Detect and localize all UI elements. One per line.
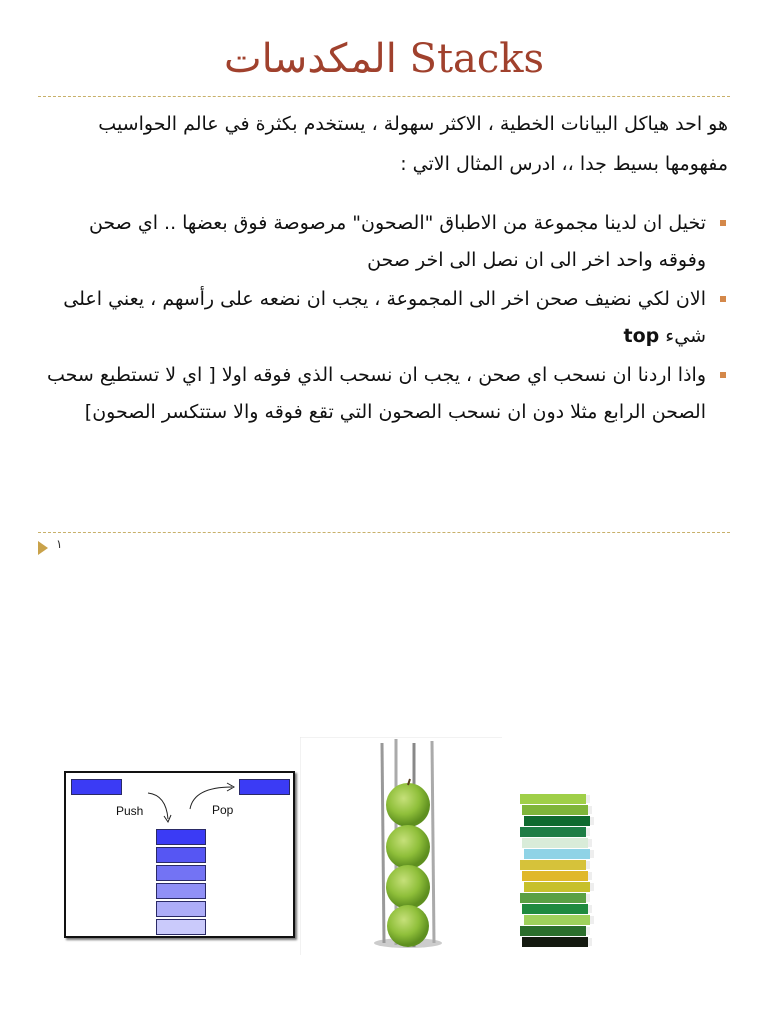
push-label: Push [116, 804, 144, 818]
book [522, 805, 588, 815]
book-pages [590, 850, 594, 858]
top-keyword: top [623, 325, 660, 347]
book-pages [588, 872, 592, 880]
book-pages [586, 894, 590, 902]
pop-arrow-icon [186, 781, 244, 811]
book-pages [588, 839, 592, 847]
apples-stack-image [300, 737, 502, 955]
pop-element [239, 779, 290, 795]
intro-line-2: مفهومها بسيط جدا ،، ادرس المثال الاتي : [400, 153, 728, 175]
bullet-item [40, 205, 706, 279]
triangle-right-icon[interactable] [38, 541, 48, 555]
book-pages [588, 905, 592, 913]
push-element [71, 779, 122, 795]
bullet-text: تخيل ان لدينا مجموعة من الاطباق "الصحون" مرصوصة فوق بعضها .. اي صحن وفوقه واحد اخر الى ان نصل الى اخر صحن [88, 212, 706, 271]
bullet-list [40, 205, 728, 431]
bullet-item [40, 281, 706, 355]
book-pages [590, 883, 594, 891]
book-pages [590, 916, 594, 924]
book [520, 860, 586, 870]
book-pages [586, 927, 590, 935]
book [520, 827, 586, 837]
stack-block [156, 847, 206, 863]
stack-block [156, 865, 206, 881]
slide-content [40, 106, 728, 433]
stack-block [156, 919, 206, 935]
slide-title: المكدسات Stacks [223, 36, 545, 82]
stack-block [156, 901, 206, 917]
stack-diagram [64, 771, 295, 938]
book-pages [588, 806, 592, 814]
intro-line-1: هو احد هياكل البيانات الخطية ، الاكثر سهولة ، يستخدم بكثرة في عالم الحواسيب [98, 113, 728, 135]
book-pages [588, 938, 592, 946]
book [522, 937, 588, 947]
push-arrow-icon [146, 789, 176, 825]
book [520, 926, 586, 936]
book [524, 816, 590, 826]
books-stack-image [500, 790, 615, 960]
stack-block [156, 883, 206, 899]
pop-label: Pop [212, 803, 234, 817]
book [524, 882, 590, 892]
stack-block [156, 829, 206, 845]
book [524, 849, 590, 859]
bullet-text: الان لكي نضيف صحن اخر الى المجموعة ، يجب ان نضعه على رأسهم ، يعني اعلى شيء [63, 288, 706, 347]
book [524, 915, 590, 925]
content-divider [38, 532, 730, 533]
book [520, 893, 586, 903]
bullet-icon [720, 372, 726, 378]
bullet-item [40, 357, 706, 431]
book-pages [586, 828, 590, 836]
book [520, 794, 586, 804]
book [522, 871, 588, 881]
page-number: ١ [56, 537, 63, 551]
bullet-icon [720, 296, 726, 302]
title-divider [38, 96, 730, 97]
book [522, 904, 588, 914]
book [522, 838, 588, 848]
book-pages [586, 861, 590, 869]
book-pages [586, 795, 590, 803]
bullet-text: واذا اردنا ان نسحب اي صحن ، يجب ان نسحب الذي فوقه اولا [ اي لا تستطيع سحب الصحن الرابع مثلا دون ان نسحب الصحون التي تقع فوقه والا ستتكسر الصحون] [46, 364, 706, 423]
book-pages [590, 817, 594, 825]
bullet-icon [720, 220, 726, 226]
